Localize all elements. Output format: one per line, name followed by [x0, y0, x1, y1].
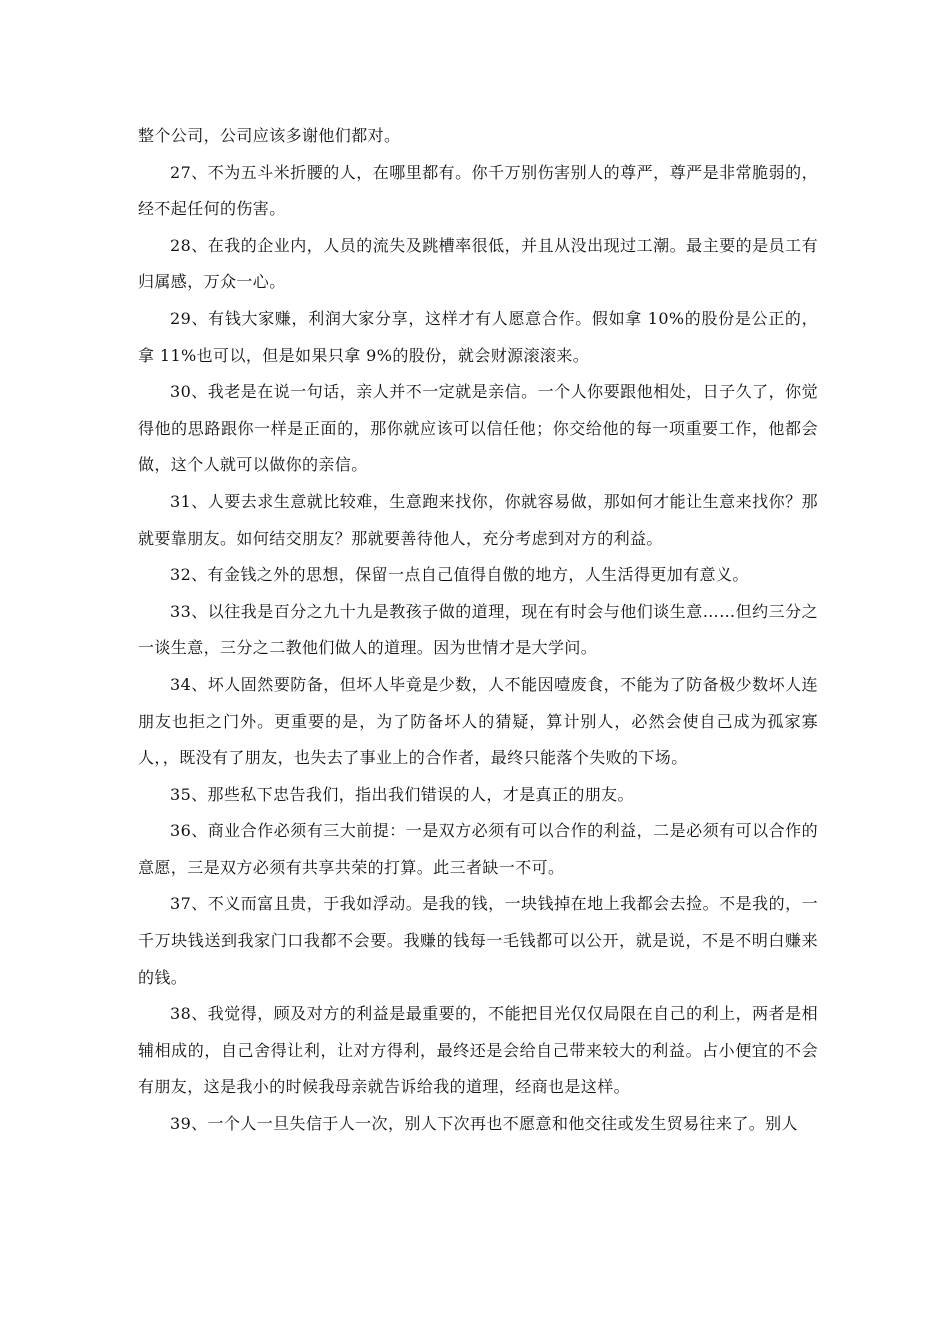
paragraph: 38、我觉得，顾及对方的利益是最重要的，不能把目光仅仅局限在自己的利上，两者是相辅相成的，自己舍得让利，让对方得利，最终还是会给自己带来较大的利益。占小便宜的不会有朋友，这是我小的时候我母亲就告诉给我的道理，经商也是这样。 [138, 1004, 818, 1097]
paragraph: 整个公司，公司应该多谢他们都对。 [138, 126, 401, 145]
paragraph: 33、以往我是百分之九十九是教孩子做的道理，现在有时会与他们谈生意……但约三分之一谈生意，三分之二教他们做人的道理。因为世情才是大学问。 [138, 601, 818, 658]
paragraph: 28、在我的企业内，人员的流失及跳槽率很低，并且从没出现过工潮。最主要的是员工有归属感，万众一心。 [138, 235, 818, 292]
paragraph: 27、不为五斗米折腰的人，在哪里都有。你千万别伤害别人的尊严，尊严是非常脆弱的，经不起任何的伤害。 [138, 162, 818, 219]
paragraph: 31、人要去求生意就比较难，生意跑来找你，你就容易做，那如何才能让生意来找你？那就要靠朋友。如何结交朋友？那就要善待他人，充分考虑到对方的利益。 [138, 491, 818, 548]
paragraph: 32、有金钱之外的思想，保留一点自己值得自傲的地方，人生活得更加有意义。 [170, 565, 749, 585]
paragraph: 29、有钱大家赚，利润大家分享，这样才有人愿意合作。假如拿 10%的股份是公正的，拿 11%也可以，但是如果只拿 9%的股份，就会财源滚滚来。 [138, 308, 818, 365]
document-body [138, 118, 818, 1143]
paragraph: 36、商业合作必须有三大前提：一是双方必须有可以合作的利益，二是必须有可以合作的意愿，三是双方必须有共享共荣的打算。此三者缺一不可。 [138, 821, 818, 877]
paragraph: 35、那些私下忠告我们，指出我们错误的人，才是真正的朋友。 [170, 784, 634, 804]
paragraph: 39、一个人一旦失信于人一次，别人下次再也不愿意和他交往或发生贸易往来了。别人 [170, 1114, 798, 1134]
paragraph: 37、不义而富且贵，于我如浮动。是我的钱，一块钱掉在地上我都会去捡。不是我的，一千万块钱送到我家门口我都不会要。我赚的钱每一毛钱都可以公开，就是说，不是不明白赚来的钱。 [138, 894, 818, 987]
paragraph: 30、我老是在说一句话，亲人并不一定就是亲信。一个人你要跟他相处，日子久了，你觉得他的思路跟你一样是正面的，那你就应该可以信任他；你交给他的每一项重要工作，他都会做，这个人就可以做你的亲信。 [138, 382, 818, 475]
paragraph: 34、坏人固然要防备，但坏人毕竟是少数，人不能因噎废食，不能为了防备极少数坏人连朋友也拒之门外。更重要的是，为了防备坏人的猜疑，算计别人，必然会使自己成为孤家寡人，，既没有了朋友，也失去了事业上的合作者，最终只能落个失败的下场。 [138, 674, 818, 768]
